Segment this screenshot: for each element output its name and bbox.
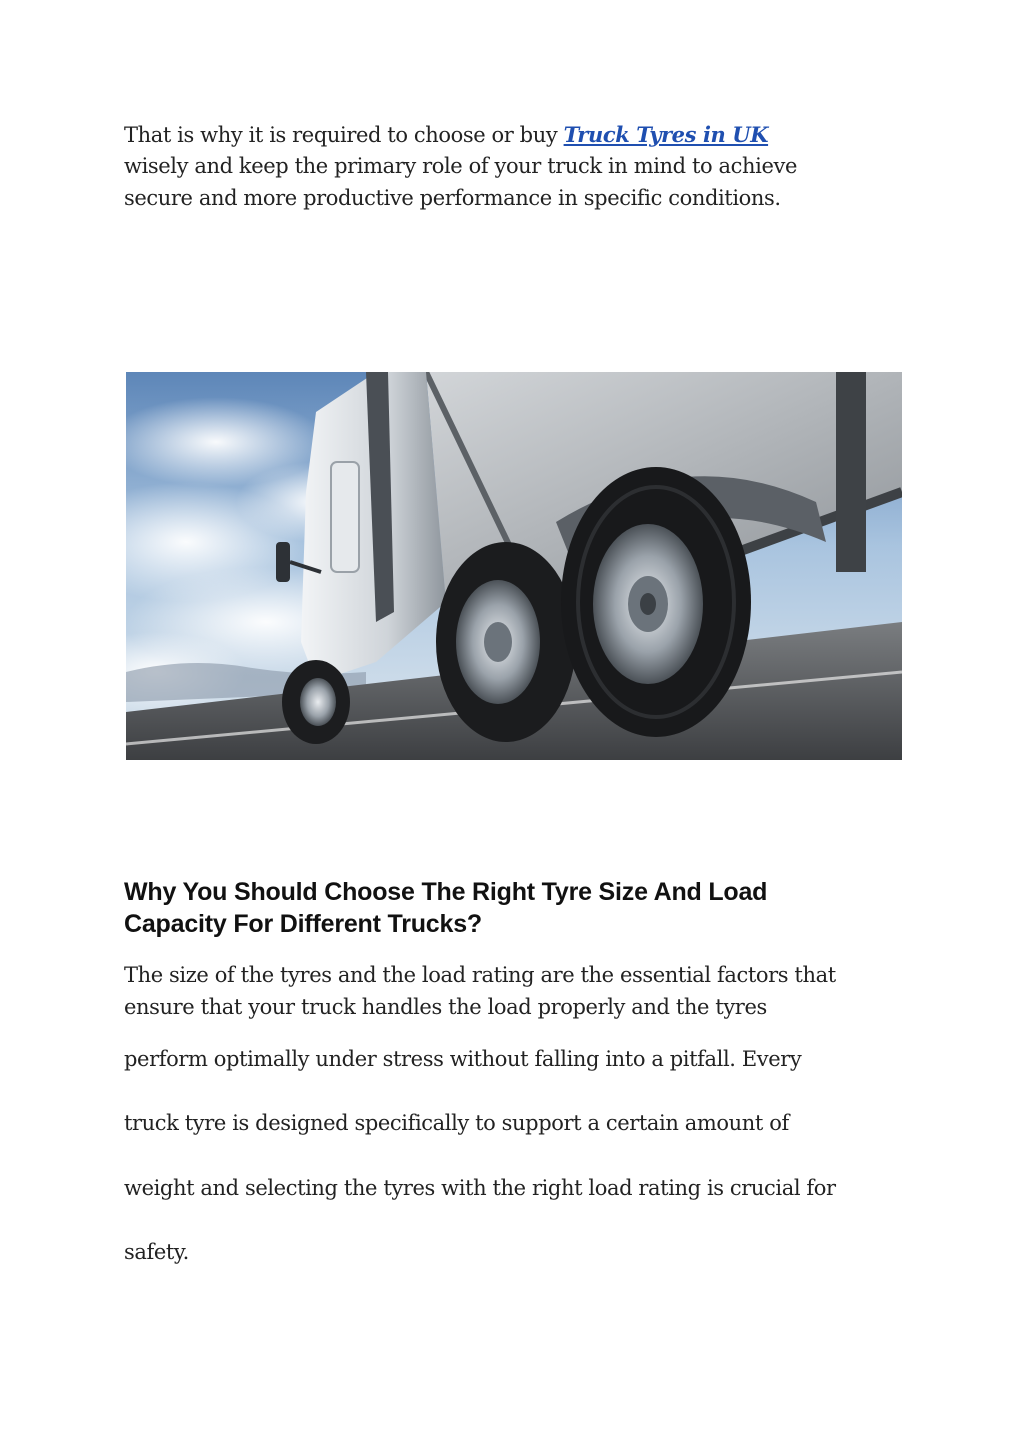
intro-line-2: wisely and keep the primary role of your truck in mind to achieve (124, 154, 797, 178)
body-line-3: perform optimally under stress without falling into a pitfall. Every (124, 1047, 802, 1071)
truck-tyres-photo (126, 372, 902, 760)
body-line-1: The size of the tyres and the load rating are the essential factors that (124, 963, 836, 987)
section-heading-line-1: Why You Should Choose The Right Tyre Size And Load (124, 878, 768, 906)
body-line-5: weight and selecting the tyres with the right load rating is crucial for (124, 1176, 836, 1200)
body-line-2: ensure that your truck handles the load properly and the tyres (124, 995, 767, 1019)
intro-line-3: secure and more productive performance in specific conditions. (124, 186, 781, 210)
intro-line-1 (124, 122, 768, 147)
intro-text-prefix: That is why it is required to choose or buy (124, 123, 564, 147)
truck-tyres-link[interactable]: Truck Tyres in UK (563, 122, 769, 147)
section-heading-line-2: Capacity For Different Trucks? (124, 910, 482, 938)
body-line-6: safety. (124, 1240, 189, 1264)
body-line-4: truck tyre is designed specifically to support a certain amount of (124, 1111, 789, 1135)
